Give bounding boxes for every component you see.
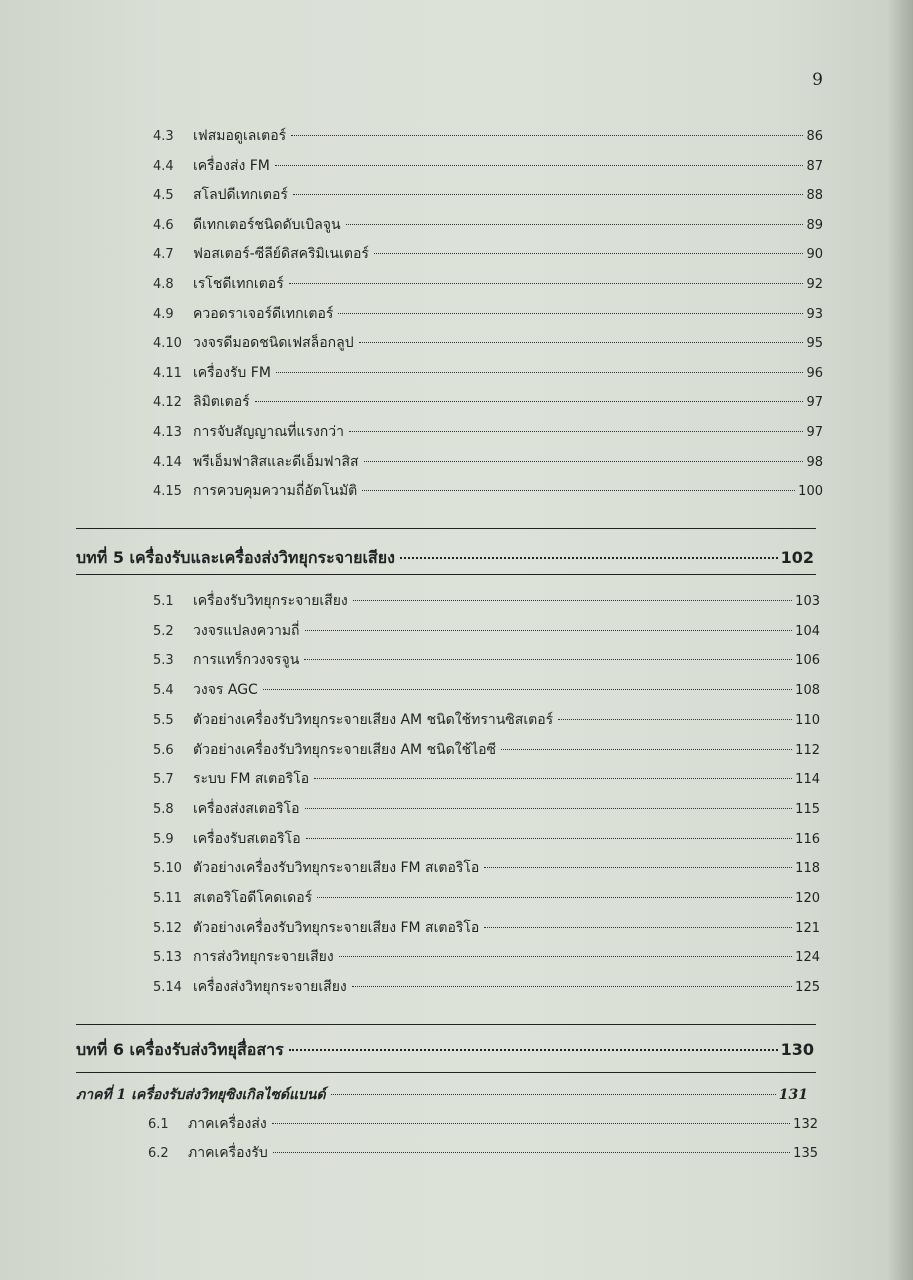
toc-entry [148,1142,818,1164]
toc-entry [153,917,820,939]
toc-entry-title: สโลปดีเทกเตอร์ [193,187,288,204]
toc-entry [153,332,823,354]
part-1-entry [76,1083,808,1107]
toc-entry-page: 86 [806,129,823,144]
chapter-6-leader [289,1049,778,1051]
toc-entry-page: 88 [806,188,823,204]
toc-entry-page: 97 [806,425,823,440]
toc-entry-leader [501,749,792,750]
toc-entry-leader [359,342,804,343]
toc-entry [153,125,823,147]
toc-entry-leader [374,253,804,254]
page-edge-shadow [887,0,913,1280]
toc-entry-page: 120 [795,891,820,906]
toc-entry-page: 116 [795,831,820,847]
toc-entry-leader [317,897,792,898]
toc-entry-number: 4.4 [153,158,174,174]
toc-entry-title: เครื่องรับสเตอริโอ [193,830,301,847]
toc-entry-title: เรโชดีเทกเตอร์ [193,276,284,292]
toc-entry-number: 5.8 [153,801,174,817]
toc-entry-title: วงจรดีมอดชนิดเฟสล็อกลูป [193,335,354,352]
toc-entry-leader [273,1152,790,1153]
toc-entry [153,243,823,265]
toc-entry-page: 104 [795,623,820,639]
toc-entry [153,480,823,502]
toc-entry-leader [293,194,804,195]
toc-entry-leader [263,689,792,690]
toc-entry-number: 5.12 [153,920,182,936]
toc-entry-page: 100 [798,484,823,500]
toc-entry-leader [339,956,792,957]
toc-entry-title: เฟสมอดูเลเตอร์ [193,128,287,144]
toc-entry-page: 97 [806,395,823,411]
page-number: 9 [812,70,823,90]
toc-entry-page: 98 [806,454,823,470]
chapter-5-page: 102 [780,548,814,567]
toc-entry-leader [255,401,804,402]
toc-entry [153,391,823,413]
chapter-6-title: บทที่ 6 เครื่องรับส่งวิทยุสื่อสาร [76,1040,284,1059]
toc-entry [153,155,823,177]
toc-entry-page: 121 [795,920,820,936]
chapter-5-leader [400,557,778,559]
chapter-5-entry [76,544,814,572]
toc-entry [153,362,823,384]
toc-entry [153,887,820,909]
toc-entry-title: ควอดราเจอร์ดีเทกเตอร์ [193,305,334,322]
toc-entry [153,857,820,879]
toc-entry-leader [289,283,804,284]
toc-entry-number: 5.11 [153,891,182,906]
toc-entry [153,214,823,236]
toc-entry-leader [352,986,792,987]
toc-entry-number: 4.13 [153,425,182,440]
toc-entry-leader [346,224,804,225]
toc-entry [153,798,820,820]
toc-entry-page: 93 [806,306,823,322]
chapter-5-bottom-rule [76,574,816,575]
toc-entry-title: เครื่องรับ FM [193,364,271,381]
toc-entry-page: 118 [795,861,820,877]
toc-entry-number: 4.6 [153,217,174,233]
toc-entry-leader [305,630,793,631]
chapter-6-top-rule [76,1024,816,1025]
toc-entry-title: เครื่องส่ง FM [193,157,270,174]
toc-entry-title: เครื่องส่งสเตอริโอ [193,800,300,817]
toc-entry-page: 108 [795,683,820,699]
chapter-6-bottom-rule [76,1072,816,1073]
toc-entry-page: 135 [793,1146,818,1161]
toc-entry-title: พรีเอ็มฟาสิสและดีเอ็มฟาสิส [193,453,359,470]
toc-entry-title: ภาคเครื่องรับ [188,1145,268,1161]
part-1-page: 131 [778,1087,808,1103]
toc-entry-title: ตัวอย่างเครื่องรับวิทยุกระจายเสียง FM สเตอริโอ [193,860,480,877]
toc-entry [153,590,820,612]
toc-entry-leader [364,461,804,462]
toc-entry-page: 89 [806,217,823,233]
toc-entry-page: 115 [795,801,820,817]
toc-entry-page: 87 [806,158,823,174]
toc-entry [153,620,820,642]
toc-entry-number: 4.10 [153,336,182,352]
toc-entry-title: วงจร AGC [193,682,258,699]
toc-entry [148,1113,818,1135]
toc-entry-title: ลิมิตเตอร์ [193,394,250,411]
toc-entry-title: ดีเทกเตอร์ชนิดดับเบิลจูน [193,216,341,233]
toc-entry [153,184,823,206]
toc-entry-leader [353,600,792,601]
toc-entry-page: 103 [795,594,820,609]
toc-entry-title: ตัวอย่างเครื่องรับวิทยุกระจายเสียง AM ชนิดใช้ทรานซิสเตอร์ [193,711,554,728]
toc-entry-title: ตัวอย่างเครื่องรับวิทยุกระจายเสียง FM สเตอริโอ [193,919,480,936]
toc-entry [153,946,820,968]
toc-entry-number: 4.14 [153,454,182,470]
toc-entry-page: 112 [795,742,820,758]
toc-entry-title: ระบบ FM สเตอริโอ [193,771,310,788]
toc-entry-number: 4.9 [153,306,174,322]
toc-entry-number: 5.9 [153,831,174,847]
toc-entry-number: 4.8 [153,277,174,292]
toc-entry-number: 5.3 [153,653,174,669]
toc-entry [153,273,823,295]
toc-entry-number: 5.6 [153,742,174,758]
toc-entry [153,451,823,473]
toc-entry-title: การส่งวิทยุกระจายเสียง [193,949,334,966]
toc-entry [153,303,823,325]
toc-entry-leader [291,135,803,136]
toc-entry-leader [362,490,795,491]
toc-entry-leader [275,165,804,166]
toc-entry-number: 4.15 [153,484,182,500]
toc-entry [153,768,820,790]
toc-entry-page: 106 [795,653,820,669]
toc-entry-title: การจับสัญญาณที่แรงกว่า [193,424,345,440]
toc-entry-number: 5.7 [153,772,174,788]
toc-entry-title: เครื่องส่งวิทยุกระจายเสียง [193,979,347,996]
toc-entry-leader [276,372,804,373]
toc-entry-title: การควบคุมความถี่อัตโนมัติ [193,483,358,500]
toc-entry-leader [484,867,792,868]
toc-entry-leader [338,313,803,314]
toc-entry-title: ฟอสเตอร์-ซีลีย์ดิสคริมิเนเตอร์ [193,246,369,263]
toc-entry-leader [272,1123,790,1124]
toc-entry [153,421,823,443]
toc-entry-page: 110 [795,712,820,728]
toc-entry-number: 4.7 [153,247,174,263]
toc-entry-page: 95 [806,336,823,352]
toc-entry-page: 125 [795,980,820,996]
toc-entry-number: 5.1 [153,594,174,609]
toc-entry-title: สเตอริโอดีโคดเดอร์ [193,890,313,906]
toc-entry-title: วงจรแปลงความถี่ [193,622,300,639]
toc-entry-page: 90 [806,247,823,263]
chapter-6-page: 130 [780,1040,814,1059]
toc-entry-leader [305,808,793,809]
toc-entry-title: การแทร็กวงจรจูน [193,652,300,669]
toc-entry-number: 5.13 [153,950,182,966]
toc-entry-leader [314,778,792,779]
toc-entry-number: 4.5 [153,188,174,204]
toc-entry [153,739,820,761]
toc-entry-leader [349,431,803,432]
toc-entry-title: เครื่องรับวิทยุกระจายเสียง [193,593,348,609]
toc-entry-number: 5.14 [153,980,182,996]
toc-entry-page: 124 [795,950,820,966]
part-1-title: ภาคที่ 1 เครื่องรับส่งวิทยุซิงเกิลไซด์แบนด์ [76,1087,326,1103]
toc-entry-number: 5.2 [153,623,174,639]
toc-entry-number: 5.5 [153,712,174,728]
toc-entry-leader [306,838,793,839]
toc-entry-number: 4.11 [153,365,182,381]
chapter-5-top-rule [76,528,816,529]
toc-entry [153,679,820,701]
toc-entry-number: 4.12 [153,395,182,411]
toc-entry-number: 6.2 [148,1146,169,1161]
toc-entry [153,828,820,850]
toc-entry [153,709,820,731]
toc-entry-page: 114 [795,772,820,788]
toc-entry-leader [304,659,792,660]
toc-entry-number: 5.4 [153,683,174,699]
toc-entry-number: 5.10 [153,861,182,877]
toc-entry-title: ตัวอย่างเครื่องรับวิทยุกระจายเสียง AM ชนิดใช้ไอซี [193,741,497,758]
chapter-5-title: บทที่ 5 เครื่องรับและเครื่องส่งวิทยุกระจายเสียง [76,548,395,567]
toc-entry-number: 4.3 [153,129,174,144]
toc-entry-leader [558,719,792,720]
part-1-leader [331,1094,776,1095]
toc-entry-leader [484,927,792,928]
chapter-6-entry [76,1036,814,1064]
toc-entry-title: ภาคเครื่องส่ง [188,1116,267,1132]
toc-entry-page: 92 [806,277,823,292]
toc-entry-page: 96 [806,365,823,381]
toc-entry-number: 6.1 [148,1117,169,1132]
toc-entry-page: 132 [793,1117,818,1132]
toc-entry [153,649,820,671]
toc-entry [153,976,820,998]
